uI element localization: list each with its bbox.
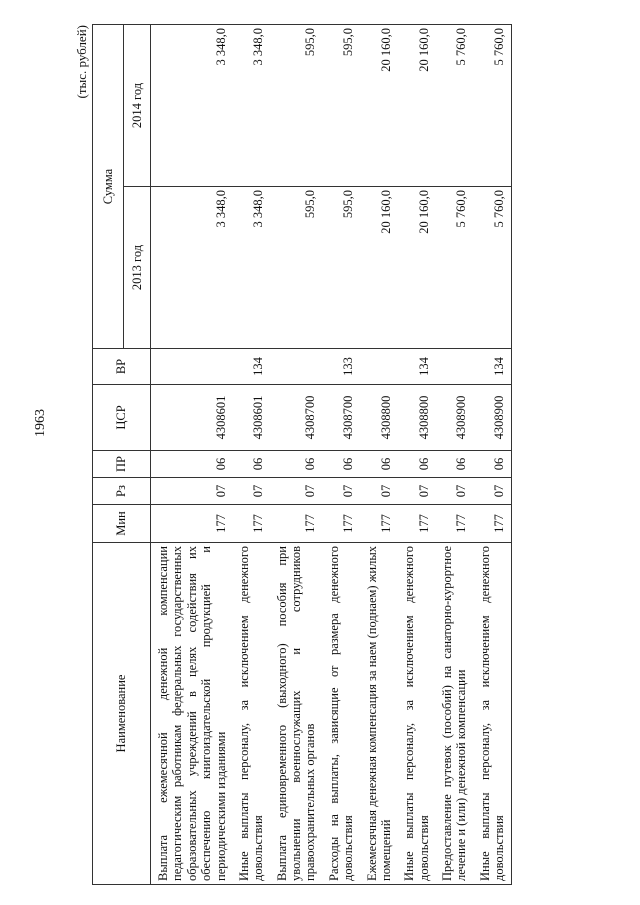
cell-2014: 20 160,0 [397, 25, 435, 187]
cell-csr: 4308601 [232, 385, 270, 451]
cell-csr: 4308800 [397, 385, 435, 451]
cell-name: Выплата единовременного (выходного) пособия при увольнении военнослужащих и сотрудников правоохранительных органов [270, 543, 322, 885]
table-row [151, 25, 232, 885]
cell-vr [360, 349, 398, 385]
cell-2014: 5 760,0 [473, 25, 511, 187]
cell-2014: 20 160,0 [360, 25, 398, 187]
cell-vr [435, 349, 473, 385]
cell-rz: 07 [151, 478, 232, 505]
header-name: Наименование [93, 543, 151, 885]
cell-pr: 06 [435, 451, 473, 478]
cell-2013: 3 348,0 [232, 187, 270, 349]
cell-name: Иные выплаты персоналу, за исключением денежного довольствия [397, 543, 435, 885]
cell-csr: 4308900 [435, 385, 473, 451]
cell-csr: 4308601 [151, 385, 232, 451]
budget-table [92, 24, 512, 885]
cell-min: 177 [270, 505, 322, 543]
table-row [397, 25, 435, 885]
cell-2014: 3 348,0 [151, 25, 232, 187]
cell-csr: 4308800 [360, 385, 398, 451]
cell-rz: 07 [232, 478, 270, 505]
page-number: 1963 [33, 409, 48, 437]
cell-2014: 595,0 [322, 25, 360, 187]
cell-2013: 20 160,0 [397, 187, 435, 349]
cell-2013: 595,0 [322, 187, 360, 349]
cell-csr: 4308700 [270, 385, 322, 451]
rotated-page-content [70, 25, 540, 885]
cell-2014: 3 348,0 [232, 25, 270, 187]
cell-min: 177 [473, 505, 511, 543]
cell-csr: 4308700 [322, 385, 360, 451]
cell-pr: 06 [322, 451, 360, 478]
cell-vr: 133 [322, 349, 360, 385]
cell-rz: 07 [322, 478, 360, 505]
cell-rz: 07 [270, 478, 322, 505]
cell-pr: 06 [232, 451, 270, 478]
table-row [473, 25, 511, 885]
units-label: (тыс. рублей) [74, 25, 89, 99]
header-sum: Сумма [93, 25, 124, 349]
table-row [232, 25, 270, 885]
cell-min: 177 [397, 505, 435, 543]
cell-rz: 07 [473, 478, 511, 505]
cell-pr: 06 [270, 451, 322, 478]
cell-2013: 5 760,0 [473, 187, 511, 349]
table-row [322, 25, 360, 885]
cell-2014: 5 760,0 [435, 25, 473, 187]
cell-csr: 4308900 [473, 385, 511, 451]
cell-pr: 06 [473, 451, 511, 478]
header-csr: ЦСР [93, 385, 151, 451]
cell-min: 177 [322, 505, 360, 543]
cell-pr: 06 [360, 451, 398, 478]
cell-rz: 07 [435, 478, 473, 505]
cell-rz: 07 [360, 478, 398, 505]
header-year-2013: 2013 год [124, 187, 151, 349]
header-rz: Рз [93, 478, 151, 505]
header-min: Мин [93, 505, 151, 543]
cell-vr [151, 349, 232, 385]
cell-2013: 20 160,0 [360, 187, 398, 349]
cell-vr: 134 [397, 349, 435, 385]
cell-pr: 06 [397, 451, 435, 478]
cell-name: Выплата ежемесячной денежной компенсации педагогическим работникам федеральных государственных образовательных учреждений в целях содействия их обеспечению книгоиздательской продукцией и периодическими изданиями [151, 543, 232, 885]
header-pr: ПР [93, 451, 151, 478]
cell-vr: 134 [473, 349, 511, 385]
cell-vr: 134 [232, 349, 270, 385]
cell-2013: 3 348,0 [151, 187, 232, 349]
cell-2013: 595,0 [270, 187, 322, 349]
cell-vr [270, 349, 322, 385]
table-row [435, 25, 473, 885]
cell-name: Расходы на выплаты, зависящие от размера денежного довольствия [322, 543, 360, 885]
cell-pr: 06 [151, 451, 232, 478]
cell-min: 177 [435, 505, 473, 543]
cell-2013: 5 760,0 [435, 187, 473, 349]
header-vr: ВР [93, 349, 151, 385]
cell-name: Иные выплаты персоналу, за исключением денежного довольствия [473, 543, 511, 885]
cell-min: 177 [360, 505, 398, 543]
cell-rz: 07 [397, 478, 435, 505]
cell-name: Предоставление путевок (пособий) на санаторно-курортное лечение и (или) денежной компенсации [435, 543, 473, 885]
cell-min: 177 [151, 505, 232, 543]
cell-name: Ежемесячная денежная компенсация за наем (поднаем) жилых помещений [360, 543, 398, 885]
table-row [360, 25, 398, 885]
table-row [270, 25, 322, 885]
header-year-2014: 2014 год [124, 25, 151, 187]
cell-min: 177 [232, 505, 270, 543]
cell-name: Иные выплаты персоналу, за исключением денежного довольствия [232, 543, 270, 885]
cell-2014: 595,0 [270, 25, 322, 187]
table-body [151, 25, 512, 885]
